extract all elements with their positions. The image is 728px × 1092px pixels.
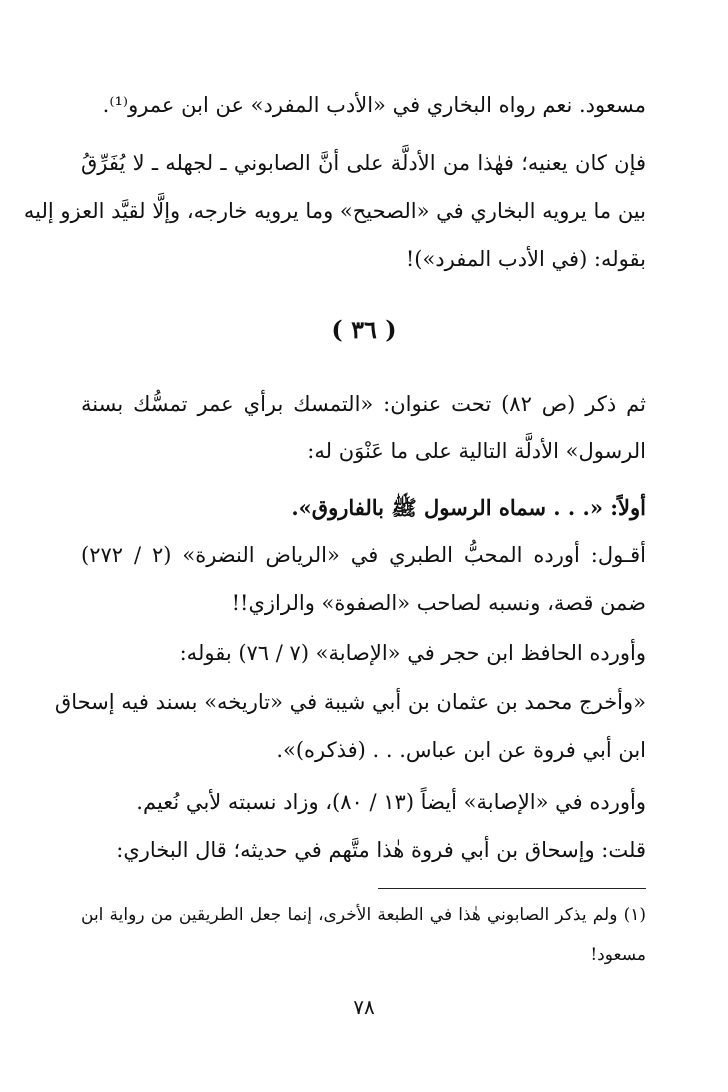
text-line-10: وأورده الحافظ ابن حجر في «الإصابة» (٧ / ٧٦) بقوله: [179, 641, 646, 665]
text-line-9: ضمن قصة، ونسبه لصاحب «الصفوة» والرازي!! [231, 591, 646, 615]
section-heading: ( ٣٦ ) [331, 315, 397, 344]
text-line-13: وأورده في «الإصابة» أيضاً (١٣ / ٨٠)، وزاد نسبته لأبي نُعيم. [136, 790, 646, 814]
text-line-4: بقوله: (في الأدب المفرد»)! [405, 247, 646, 271]
text-line-1: مسعود. نعم رواه البخاري في «الأدب المفرد» عن ابن عمرو⁽¹⁾. [102, 93, 646, 117]
text-line-12: ابن أبي فروة عن ابن عباس. . . (فذكره)». [276, 738, 646, 762]
text-line-8: أقـول: أورده المحبُّ الطبري في «الرياض النضرة» (٢ / ٢٧٢) [81, 543, 646, 567]
footnote-separator [378, 888, 646, 889]
text-line-7: أولاً: «. . . سماه الرسول ﷺ بالفاروق». [291, 495, 646, 520]
text-line-3: بين ما يرويه البخاري في «الصحيح» وما يرويه خارجه، وإلَّا لقيَّد العزو إليه [23, 199, 646, 223]
footnote-line-1: (١) ولم يذكر الصابوني هٰذا في الطبعة الأخرى، إنما جعل الطريقين من رواية ابن [81, 905, 646, 925]
page-number: ٧٨ [353, 995, 375, 1019]
text-line-6: الرسول» الأدلَّة التالية على ما عَنْوَن له: [307, 439, 646, 463]
text-line-14: قلت: وإسحاق بن أبي فروة هٰذا متَّهم في حديثه؛ قال البخاري: [116, 838, 646, 862]
footnote-line-2: مسعود! [590, 945, 646, 965]
text-line-5: ثم ذكر (ص ٨٢) تحت عنوان: «التمسك برأي عمر تمسُّك بسنة [81, 392, 646, 416]
text-line-11: «وأخرج محمد بن عثمان بن أبي شيبة في «تاريخه» بسند فيه إسحاق [54, 690, 646, 714]
text-line-2: فإن كان يعنيه؛ فهٰذا من الأدلَّة على أنَّ الصابوني ـ لجهله ـ لا يُفَرِّقُ [81, 151, 646, 175]
